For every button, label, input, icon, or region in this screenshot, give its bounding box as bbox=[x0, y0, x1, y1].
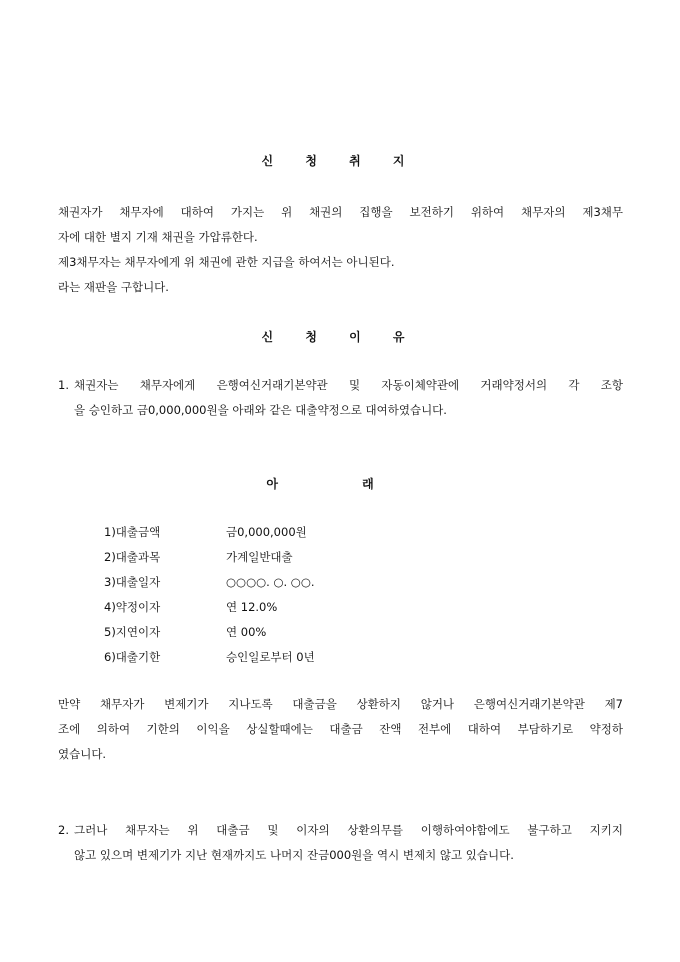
reason-item-1 bbox=[58, 373, 623, 423]
application-purpose-text bbox=[58, 200, 623, 300]
late-interest-value: 연 00% bbox=[226, 625, 267, 639]
reason-item-2-number: 2. bbox=[58, 823, 69, 837]
loan-date-value: ○○○○. ○. ○○. bbox=[226, 575, 315, 589]
loan-amount-label: 1)대출금액 bbox=[104, 525, 161, 539]
loan-type-value: 가계일반대출 bbox=[226, 550, 293, 564]
loan-term-row bbox=[104, 645, 315, 670]
below-heading: 아 래 bbox=[266, 477, 414, 491]
purpose-line-1: 채권자가 채무자에 대하여 가지는 위 채권의 집행을 보전하기 위하여 채무자의 제3채무 bbox=[58, 205, 623, 219]
purpose-line-2: 자에 대한 별지 기재 채권을 가압류한다. bbox=[58, 230, 258, 244]
default-line-2: 조에 의하여 기한의 이익을 상실할때에는 대출금 잔액 전부에 대하여 부담하기로 약정하 bbox=[58, 722, 623, 736]
reason-item-2 bbox=[58, 818, 623, 868]
loan-date-row bbox=[104, 570, 315, 595]
loan-term-label: 6)대출기한 bbox=[104, 650, 161, 664]
late-interest-row bbox=[104, 620, 266, 645]
default-paragraph bbox=[58, 692, 623, 767]
reason-item-2-line-1: 그러나 채무자는 위 대출금 및 이자의 상환의무를 이행하여야함에도 불구하고 지키지 bbox=[74, 823, 623, 837]
loan-amount-row bbox=[104, 520, 307, 545]
agreed-interest-row bbox=[104, 595, 277, 620]
loan-term-value: 승인일로부터 0년 bbox=[226, 650, 315, 664]
reason-item-1-number: 1. bbox=[58, 378, 69, 392]
default-line-1: 만약 채무자가 변제기가 지나도록 대출금을 상환하지 않거나 은행여신거래기본약관 제7 bbox=[58, 697, 623, 711]
agreed-interest-label: 4)약정이자 bbox=[104, 600, 161, 614]
loan-date-label: 3)대출일자 bbox=[104, 575, 161, 589]
agreed-interest-value: 연 12.0% bbox=[226, 600, 278, 614]
purpose-line-4: 라는 재판을 구합니다. bbox=[58, 280, 169, 294]
loan-amount-value: 금0,000,000원 bbox=[226, 525, 307, 539]
application-purpose-heading: 신 청 취 지 bbox=[261, 154, 419, 168]
reason-item-1-line-1: 채권자는 채무자에게 은행여신거래기본약관 및 자동이체약관에 거래약정서의 각 조항 bbox=[74, 378, 623, 392]
late-interest-label: 5)지연이자 bbox=[104, 625, 161, 639]
reason-item-2-line-2: 않고 있으며 변제기가 지난 현재까지도 나머지 잔금000원을 역시 변제치 않고 있습니다. bbox=[74, 848, 514, 862]
reason-item-1-line-2: 을 승인하고 금0,000,000원을 아래와 같은 대출약정으로 대여하였습니다. bbox=[74, 403, 447, 417]
purpose-line-3: 제3채무자는 채무자에게 위 채권에 관한 지급을 하여서는 아니된다. bbox=[58, 255, 395, 269]
loan-type-label: 2)대출과목 bbox=[104, 550, 161, 564]
loan-type-row bbox=[104, 545, 293, 570]
application-reason-heading: 신 청 이 유 bbox=[261, 330, 419, 344]
default-line-3: 였습니다. bbox=[58, 747, 107, 761]
